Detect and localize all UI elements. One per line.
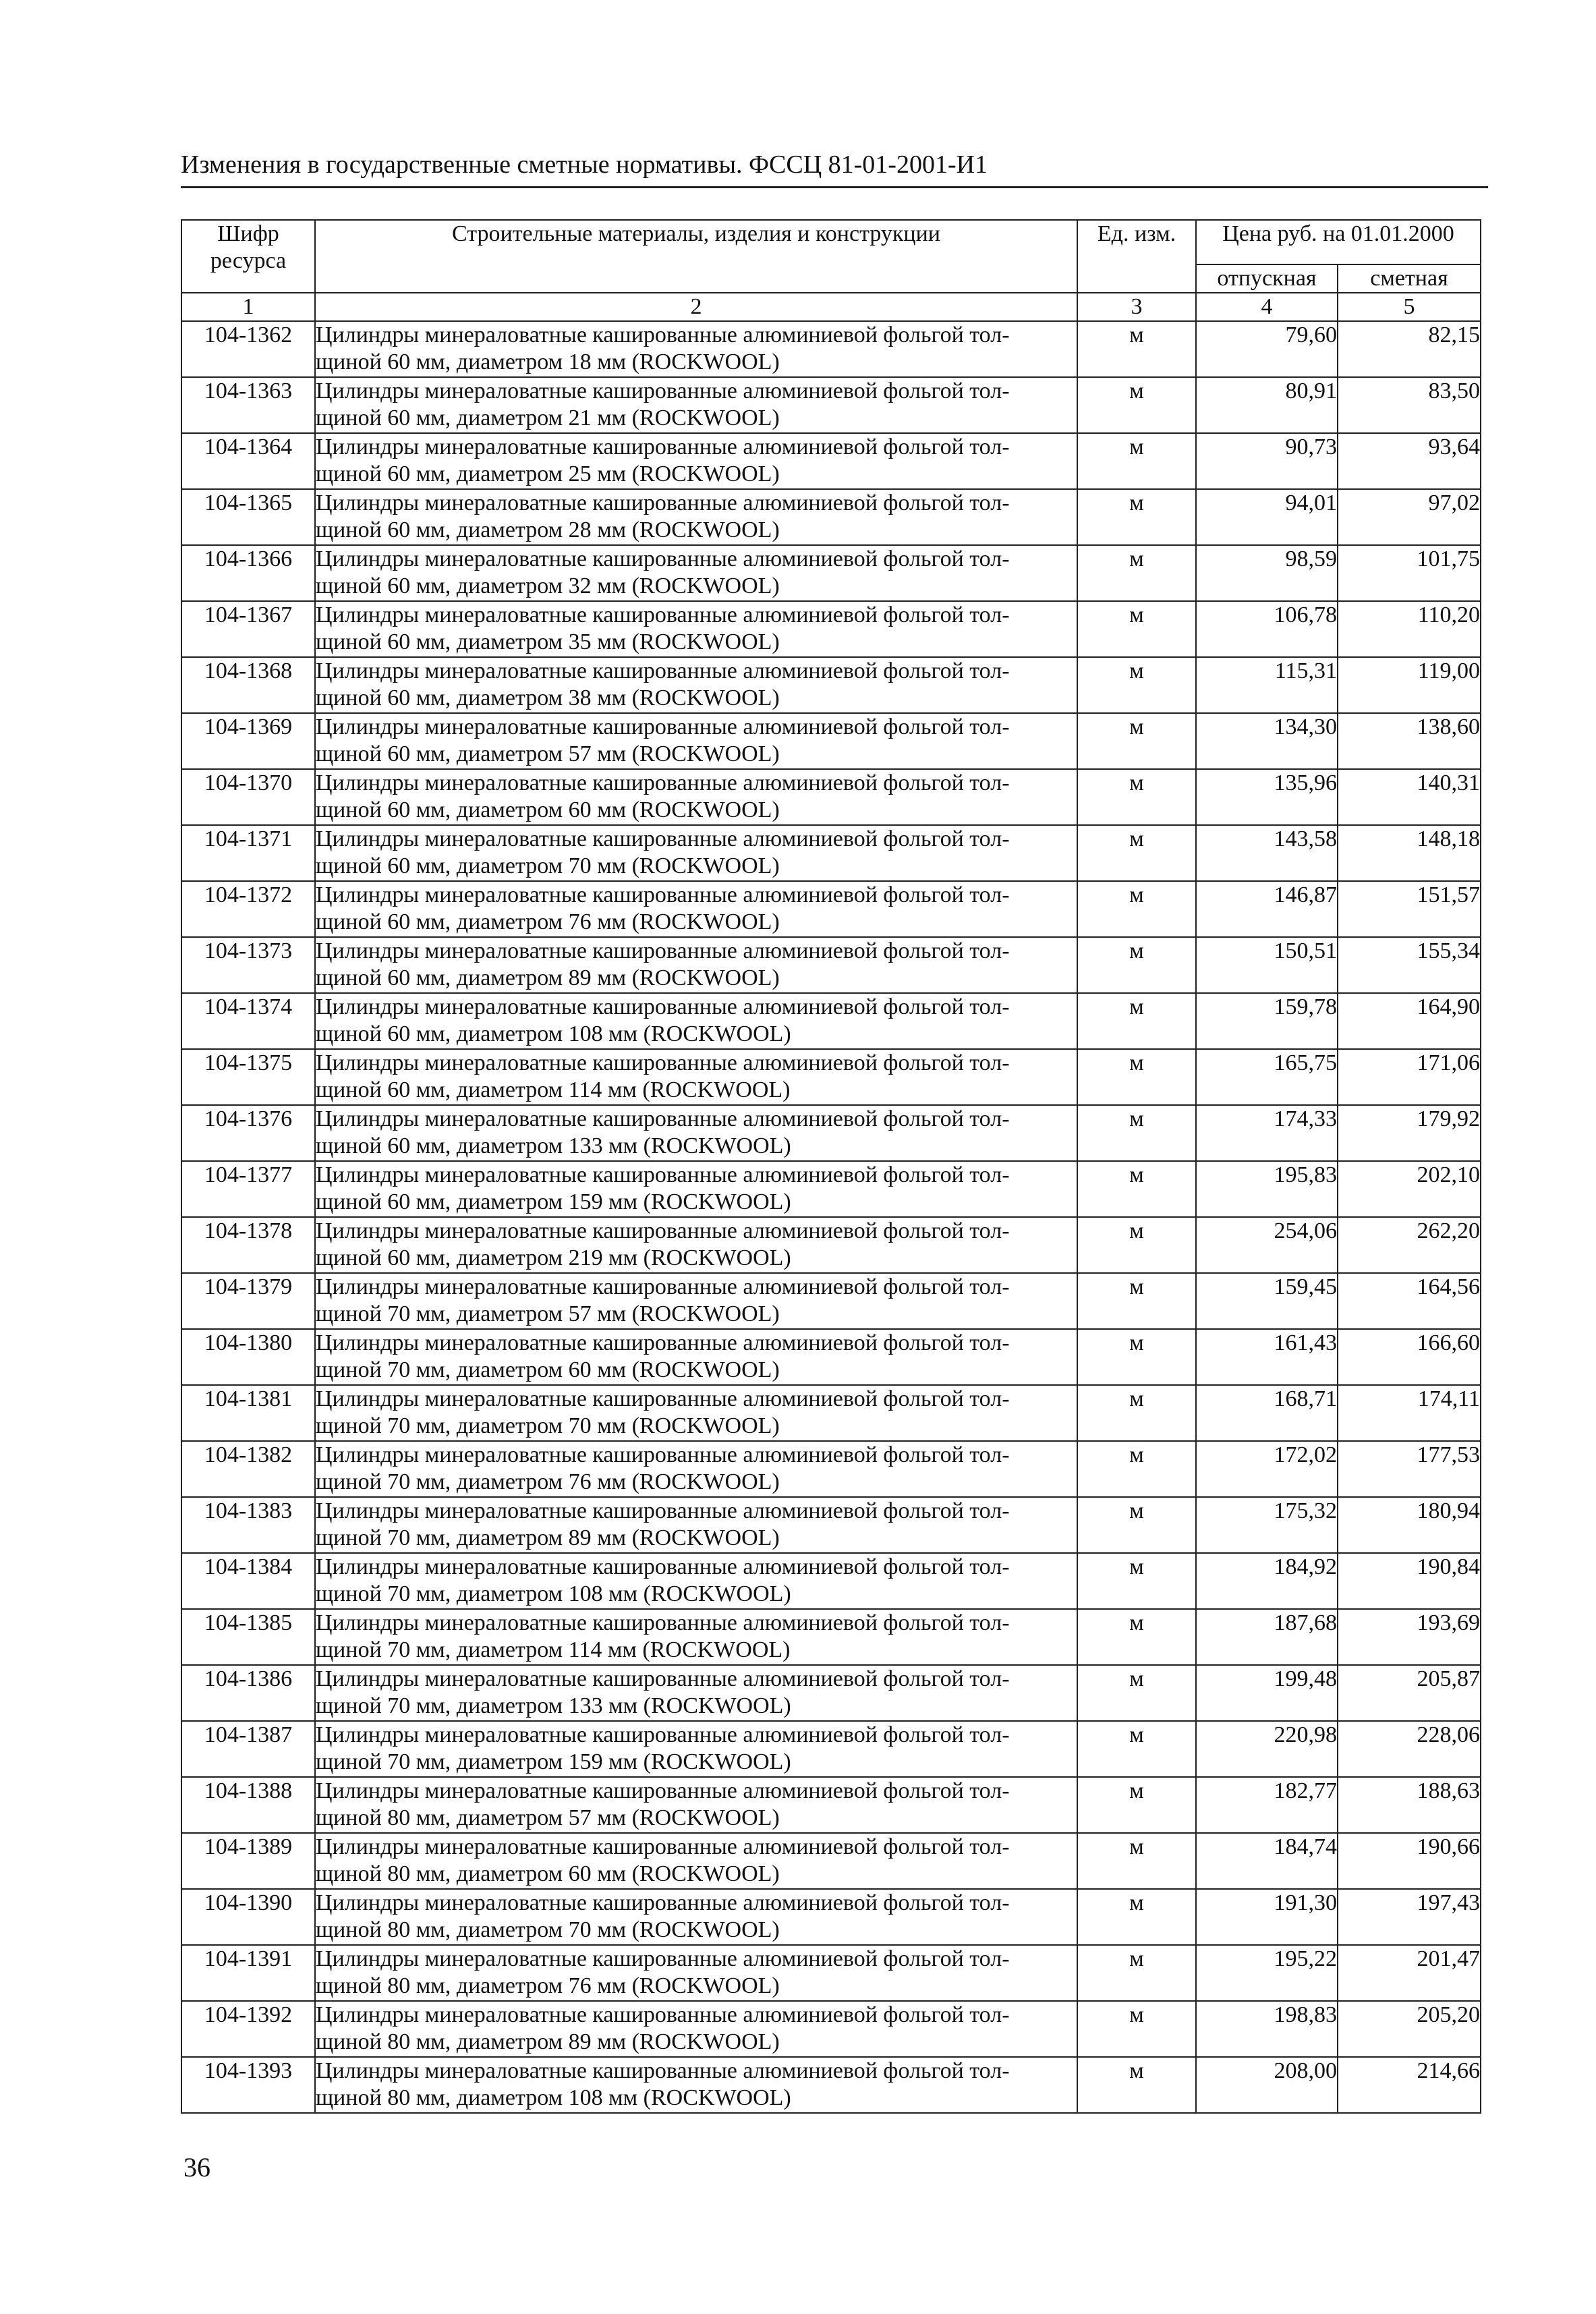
header-price-group: Цена руб. на 01.01.2000: [1196, 220, 1481, 264]
resource-code: 104-1365: [181, 489, 315, 545]
price-release: 184,92: [1196, 1553, 1338, 1609]
price-release: 115,31: [1196, 657, 1338, 713]
table-row: [181, 1049, 1481, 1105]
material-name-line: Цилиндры минераловатные кашированные алюминиевой фольгой тол-: [316, 938, 1010, 963]
resource-code: 104-1389: [181, 1833, 315, 1889]
material-name: [315, 1497, 1077, 1553]
material-name: [315, 601, 1077, 657]
material-name: [315, 1441, 1077, 1497]
resource-code: 104-1388: [181, 1777, 315, 1833]
material-name: [315, 545, 1077, 601]
material-name: [315, 1889, 1077, 1945]
table-row: [181, 1777, 1481, 1833]
resource-code: 104-1383: [181, 1497, 315, 1553]
price-release: 208,00: [1196, 2057, 1338, 2113]
price-release: 98,59: [1196, 545, 1338, 601]
price-estimate: 138,60: [1338, 713, 1481, 769]
material-name-line: щиной 60 мм, диаметром 38 мм (ROCKWOOL): [316, 685, 780, 710]
unit: м: [1077, 377, 1196, 433]
resource-code: 104-1374: [181, 993, 315, 1049]
material-name-line: щиной 70 мм, диаметром 60 мм (ROCKWOOL): [316, 1357, 780, 1382]
price-release: 143,58: [1196, 825, 1338, 881]
column-numbers-row: [181, 293, 1481, 321]
material-name: [315, 489, 1077, 545]
material-name-line: щиной 70 мм, диаметром 108 мм (ROCKWOOL): [316, 1581, 791, 1606]
price-estimate: 119,00: [1338, 657, 1481, 713]
header-name: Строительные материалы, изделия и конструкции: [315, 220, 1077, 293]
resource-code: 104-1392: [181, 2001, 315, 2057]
material-name-line: щиной 70 мм, диаметром 70 мм (ROCKWOOL): [316, 1413, 780, 1438]
table-row: [181, 489, 1481, 545]
header-price-estimate: сметная: [1338, 264, 1481, 293]
price-release: 150,51: [1196, 937, 1338, 993]
resource-code: 104-1386: [181, 1665, 315, 1721]
resource-code: 104-1390: [181, 1889, 315, 1945]
unit: м: [1077, 881, 1196, 937]
material-name-line: Цилиндры минераловатные кашированные алюминиевой фольгой тол-: [316, 826, 1010, 851]
material-name-line: Цилиндры минераловатные кашированные алюминиевой фольгой тол-: [316, 1498, 1010, 1523]
material-name-line: щиной 60 мм, диаметром 108 мм (ROCKWOOL): [316, 1021, 791, 1046]
price-estimate: 101,75: [1338, 545, 1481, 601]
resource-code: 104-1367: [181, 601, 315, 657]
table-row: [181, 377, 1481, 433]
table-row: [181, 1833, 1481, 1889]
resource-code: 104-1391: [181, 1945, 315, 2001]
unit: м: [1077, 1833, 1196, 1889]
material-name-line: щиной 60 мм, диаметром 25 мм (ROCKWOOL): [316, 461, 780, 486]
price-estimate: 110,20: [1338, 601, 1481, 657]
price-estimate: 197,43: [1338, 1889, 1481, 1945]
price-release: 195,22: [1196, 1945, 1338, 2001]
material-name-line: щиной 60 мм, диаметром 114 мм (ROCKWOOL): [316, 1077, 791, 1102]
material-name-line: щиной 70 мм, диаметром 114 мм (ROCKWOOL): [316, 1637, 791, 1662]
material-name-line: Цилиндры минераловатные кашированные алюминиевой фольгой тол-: [316, 1218, 1010, 1243]
price-release: 165,75: [1196, 1049, 1338, 1105]
price-release: 198,83: [1196, 2001, 1338, 2057]
table-row: [181, 825, 1481, 881]
resource-code: 104-1382: [181, 1441, 315, 1497]
price-estimate: 202,10: [1338, 1161, 1481, 1217]
table-row: [181, 545, 1481, 601]
resource-code: 104-1377: [181, 1161, 315, 1217]
price-estimate: 97,02: [1338, 489, 1481, 545]
unit: м: [1077, 1441, 1196, 1497]
column-number: 3: [1077, 293, 1196, 321]
price-release: 135,96: [1196, 769, 1338, 825]
price-release: 172,02: [1196, 1441, 1338, 1497]
table-row: [181, 937, 1481, 993]
material-name-line: щиной 80 мм, диаметром 70 мм (ROCKWOOL): [316, 1917, 780, 1942]
unit: м: [1077, 1665, 1196, 1721]
price-estimate: 174,11: [1338, 1385, 1481, 1441]
unit: м: [1077, 1049, 1196, 1105]
material-name-line: Цилиндры минераловатные кашированные алюминиевой фольгой тол-: [316, 770, 1010, 795]
resource-code: 104-1366: [181, 545, 315, 601]
resource-code: 104-1368: [181, 657, 315, 713]
price-estimate: 262,20: [1338, 1217, 1481, 1273]
price-estimate: 193,69: [1338, 1609, 1481, 1665]
price-estimate: 166,60: [1338, 1329, 1481, 1385]
price-release: 182,77: [1196, 1777, 1338, 1833]
material-name-line: щиной 80 мм, диаметром 108 мм (ROCKWOOL): [316, 2085, 791, 2110]
material-name: [315, 1217, 1077, 1273]
price-estimate: 190,66: [1338, 1833, 1481, 1889]
price-release: 159,45: [1196, 1273, 1338, 1329]
material-name-line: Цилиндры минераловатные кашированные алюминиевой фольгой тол-: [316, 1050, 1010, 1075]
price-release: 90,73: [1196, 433, 1338, 489]
unit: м: [1077, 1889, 1196, 1945]
price-release: 159,78: [1196, 993, 1338, 1049]
price-estimate: 205,20: [1338, 2001, 1481, 2057]
table-row: [181, 1609, 1481, 1665]
price-estimate: 140,31: [1338, 769, 1481, 825]
material-name-line: Цилиндры минераловатные кашированные алюминиевой фольгой тол-: [316, 1778, 1010, 1803]
unit: м: [1077, 1329, 1196, 1385]
price-estimate: 190,84: [1338, 1553, 1481, 1609]
price-estimate: 83,50: [1338, 377, 1481, 433]
table-row: [181, 1329, 1481, 1385]
header-rule: [181, 186, 1488, 188]
price-estimate: 180,94: [1338, 1497, 1481, 1553]
price-release: 79,60: [1196, 321, 1338, 377]
unit: м: [1077, 1105, 1196, 1161]
unit: м: [1077, 1553, 1196, 1609]
material-name: [315, 1721, 1077, 1777]
price-release: 220,98: [1196, 1721, 1338, 1777]
price-estimate: 228,06: [1338, 1721, 1481, 1777]
resource-code: 104-1387: [181, 1721, 315, 1777]
table-row: [181, 321, 1481, 377]
table-row: [181, 2001, 1481, 2057]
material-name-line: щиной 60 мм, диаметром 21 мм (ROCKWOOL): [316, 405, 780, 430]
price-estimate: 82,15: [1338, 321, 1481, 377]
material-name-line: щиной 80 мм, диаметром 57 мм (ROCKWOOL): [316, 1805, 780, 1830]
price-estimate: 214,66: [1338, 2057, 1481, 2113]
material-name-line: Цилиндры минераловатные кашированные алюминиевой фольгой тол-: [316, 490, 1010, 515]
resource-code: 104-1369: [181, 713, 315, 769]
price-estimate: 164,90: [1338, 993, 1481, 1049]
material-name: [315, 713, 1077, 769]
material-name-line: Цилиндры минераловатные кашированные алюминиевой фольгой тол-: [316, 714, 1010, 739]
price-table: [181, 219, 1481, 2114]
material-name: [315, 993, 1077, 1049]
unit: м: [1077, 769, 1196, 825]
material-name-line: щиной 60 мм, диаметром 57 мм (ROCKWOOL): [316, 741, 780, 766]
table-row: [181, 1105, 1481, 1161]
material-name: [315, 1329, 1077, 1385]
price-release: 175,32: [1196, 1497, 1338, 1553]
table-row: [181, 657, 1481, 713]
material-name: [315, 1945, 1077, 2001]
resource-code: 104-1372: [181, 881, 315, 937]
unit: м: [1077, 1273, 1196, 1329]
price-estimate: 93,64: [1338, 433, 1481, 489]
material-name-line: Цилиндры минераловатные кашированные алюминиевой фольгой тол-: [316, 378, 1010, 403]
page-header: Изменения в государственные сметные нормативы. ФССЦ 81-01-2001-И1: [181, 150, 988, 179]
price-release: 106,78: [1196, 601, 1338, 657]
column-number: 1: [181, 293, 315, 321]
material-name-line: щиной 70 мм, диаметром 57 мм (ROCKWOOL): [316, 1301, 780, 1326]
material-name-line: Цилиндры минераловатные кашированные алюминиевой фольгой тол-: [316, 882, 1010, 907]
material-name: [315, 1105, 1077, 1161]
unit: м: [1077, 1777, 1196, 1833]
unit: м: [1077, 993, 1196, 1049]
material-name-line: Цилиндры минераловатные кашированные алюминиевой фольгой тол-: [316, 322, 1010, 347]
material-name-line: Цилиндры минераловатные кашированные алюминиевой фольгой тол-: [316, 1554, 1010, 1579]
material-name: [315, 1553, 1077, 1609]
header-price-release: отпускная: [1196, 264, 1338, 293]
material-name: [315, 1665, 1077, 1721]
resource-code: 104-1376: [181, 1105, 315, 1161]
material-name-line: Цилиндры минераловатные кашированные алюминиевой фольгой тол-: [316, 1610, 1010, 1635]
material-name-line: Цилиндры минераловатные кашированные алюминиевой фольгой тол-: [316, 1386, 1010, 1411]
column-number: 5: [1338, 293, 1481, 321]
unit: м: [1077, 1497, 1196, 1553]
resource-code: 104-1378: [181, 1217, 315, 1273]
table-row: [181, 713, 1481, 769]
material-name-line: Цилиндры минераловатные кашированные алюминиевой фольгой тол-: [316, 994, 1010, 1019]
page-number: 36: [183, 2152, 210, 2182]
resource-code: 104-1373: [181, 937, 315, 993]
resource-code: 104-1370: [181, 769, 315, 825]
resource-code: 104-1362: [181, 321, 315, 377]
column-number: 4: [1196, 293, 1338, 321]
material-name-line: Цилиндры минераловатные кашированные алюминиевой фольгой тол-: [316, 1666, 1010, 1691]
material-name-line: щиной 60 мм, диаметром 70 мм (ROCKWOOL): [316, 853, 780, 878]
price-release: 187,68: [1196, 1609, 1338, 1665]
unit: м: [1077, 1161, 1196, 1217]
resource-code: 104-1393: [181, 2057, 315, 2113]
material-name: [315, 769, 1077, 825]
table-row: [181, 769, 1481, 825]
material-name: [315, 1609, 1077, 1665]
material-name-line: Цилиндры минераловатные кашированные алюминиевой фольгой тол-: [316, 1330, 1010, 1355]
price-estimate: 179,92: [1338, 1105, 1481, 1161]
material-name: [315, 1777, 1077, 1833]
unit: м: [1077, 545, 1196, 601]
unit: м: [1077, 713, 1196, 769]
unit: м: [1077, 2057, 1196, 2113]
price-estimate: 205,87: [1338, 1665, 1481, 1721]
material-name: [315, 433, 1077, 489]
price-release: 94,01: [1196, 489, 1338, 545]
price-estimate: 155,34: [1338, 937, 1481, 993]
resource-code: 104-1380: [181, 1329, 315, 1385]
material-name: [315, 1385, 1077, 1441]
table-row: [181, 1161, 1481, 1217]
resource-code: 104-1363: [181, 377, 315, 433]
table-row: [181, 1553, 1481, 1609]
material-name-line: Цилиндры минераловатные кашированные алюминиевой фольгой тол-: [316, 1890, 1010, 1915]
price-release: 174,33: [1196, 1105, 1338, 1161]
column-number: 2: [315, 293, 1077, 321]
price-estimate: 188,63: [1338, 1777, 1481, 1833]
material-name-line: Цилиндры минераловатные кашированные алюминиевой фольгой тол-: [316, 1162, 1010, 1187]
price-release: 254,06: [1196, 1217, 1338, 1273]
material-name-line: щиной 60 мм, диаметром 32 мм (ROCKWOOL): [316, 573, 780, 598]
unit: м: [1077, 1721, 1196, 1777]
material-name: [315, 1273, 1077, 1329]
resource-code: 104-1371: [181, 825, 315, 881]
material-name-line: Цилиндры минераловатные кашированные алюминиевой фольгой тол-: [316, 546, 1010, 571]
unit: м: [1077, 2001, 1196, 2057]
table-row: [181, 433, 1481, 489]
material-name-line: щиной 60 мм, диаметром 159 мм (ROCKWOOL): [316, 1189, 791, 1214]
price-estimate: 171,06: [1338, 1049, 1481, 1105]
table-row: [181, 1217, 1481, 1273]
material-name-line: щиной 60 мм, диаметром 76 мм (ROCKWOOL): [316, 909, 780, 934]
material-name: [315, 377, 1077, 433]
material-name-line: щиной 60 мм, диаметром 133 мм (ROCKWOOL): [316, 1133, 791, 1158]
resource-code: 104-1375: [181, 1049, 315, 1105]
unit: м: [1077, 321, 1196, 377]
material-name-line: щиной 80 мм, диаметром 89 мм (ROCKWOOL): [316, 2029, 780, 2054]
material-name-line: щиной 70 мм, диаметром 159 мм (ROCKWOOL): [316, 1749, 791, 1774]
material-name: [315, 825, 1077, 881]
material-name: [315, 321, 1077, 377]
unit: м: [1077, 1385, 1196, 1441]
material-name-line: щиной 80 мм, диаметром 60 мм (ROCKWOOL): [316, 1861, 780, 1886]
material-name-line: щиной 60 мм, диаметром 35 мм (ROCKWOOL): [316, 629, 780, 654]
unit: м: [1077, 1945, 1196, 2001]
price-release: 134,30: [1196, 713, 1338, 769]
material-name-line: щиной 80 мм, диаметром 76 мм (ROCKWOOL): [316, 1973, 780, 1998]
price-estimate: 164,56: [1338, 1273, 1481, 1329]
material-name-line: щиной 60 мм, диаметром 28 мм (ROCKWOOL): [316, 517, 780, 542]
material-name: [315, 657, 1077, 713]
material-name-line: щиной 60 мм, диаметром 219 мм (ROCKWOOL): [316, 1245, 791, 1270]
price-release: 146,87: [1196, 881, 1338, 937]
material-name: [315, 881, 1077, 937]
material-name-line: Цилиндры минераловатные кашированные алюминиевой фольгой тол-: [316, 2002, 1010, 2027]
unit: м: [1077, 1609, 1196, 1665]
price-release: 168,71: [1196, 1385, 1338, 1441]
material-name-line: Цилиндры минераловатные кашированные алюминиевой фольгой тол-: [316, 1946, 1010, 1971]
material-name-line: Цилиндры минераловатные кашированные алюминиевой фольгой тол-: [316, 1274, 1010, 1299]
price-release: 161,43: [1196, 1329, 1338, 1385]
material-name-line: Цилиндры минераловатные кашированные алюминиевой фольгой тол-: [316, 1106, 1010, 1131]
price-release: 184,74: [1196, 1833, 1338, 1889]
table-row: [181, 1441, 1481, 1497]
resource-code: 104-1385: [181, 1609, 315, 1665]
resource-code: 104-1381: [181, 1385, 315, 1441]
price-estimate: 148,18: [1338, 825, 1481, 881]
table-row: [181, 1665, 1481, 1721]
table-row: [181, 1385, 1481, 1441]
table-row: [181, 1721, 1481, 1777]
price-release: 80,91: [1196, 377, 1338, 433]
material-name-line: щиной 60 мм, диаметром 60 мм (ROCKWOOL): [316, 797, 780, 822]
header-code: Шифр ресурса: [181, 220, 315, 293]
material-name: [315, 1833, 1077, 1889]
material-name-line: Цилиндры минераловатные кашированные алюминиевой фольгой тол-: [316, 658, 1010, 683]
table-row: [181, 993, 1481, 1049]
resource-code: 104-1364: [181, 433, 315, 489]
table-row: [181, 2057, 1481, 2113]
material-name-line: Цилиндры минераловатные кашированные алюминиевой фольгой тол-: [316, 1722, 1010, 1747]
resource-code: 104-1384: [181, 1553, 315, 1609]
material-name-line: щиной 70 мм, диаметром 76 мм (ROCKWOOL): [316, 1469, 780, 1494]
material-name: [315, 937, 1077, 993]
table-row: [181, 1889, 1481, 1945]
material-name-line: щиной 60 мм, диаметром 18 мм (ROCKWOOL): [316, 349, 780, 374]
unit: м: [1077, 601, 1196, 657]
material-name: [315, 2057, 1077, 2113]
header-unit: Ед. изм.: [1077, 220, 1196, 293]
price-estimate: 151,57: [1338, 881, 1481, 937]
material-name-line: Цилиндры минераловатные кашированные алюминиевой фольгой тол-: [316, 2058, 1010, 2083]
unit: м: [1077, 489, 1196, 545]
material-name: [315, 1049, 1077, 1105]
table-row: [181, 601, 1481, 657]
material-name-line: Цилиндры минераловатные кашированные алюминиевой фольгой тол-: [316, 1834, 1010, 1859]
resource-code: 104-1379: [181, 1273, 315, 1329]
material-name-line: Цилиндры минераловатные кашированные алюминиевой фольгой тол-: [316, 602, 1010, 627]
unit: м: [1077, 1217, 1196, 1273]
unit: м: [1077, 657, 1196, 713]
unit: м: [1077, 433, 1196, 489]
price-release: 195,83: [1196, 1161, 1338, 1217]
material-name-line: щиной 70 мм, диаметром 89 мм (ROCKWOOL): [316, 1525, 780, 1550]
table-row: [181, 881, 1481, 937]
price-release: 199,48: [1196, 1665, 1338, 1721]
material-name-line: Цилиндры минераловатные кашированные алюминиевой фольгой тол-: [316, 434, 1010, 459]
table-row: [181, 1945, 1481, 2001]
unit: м: [1077, 937, 1196, 993]
price-release: 191,30: [1196, 1889, 1338, 1945]
price-estimate: 177,53: [1338, 1441, 1481, 1497]
price-estimate: 201,47: [1338, 1945, 1481, 2001]
table-row: [181, 1273, 1481, 1329]
material-name-line: щиной 70 мм, диаметром 133 мм (ROCKWOOL): [316, 1693, 791, 1718]
material-name-line: щиной 60 мм, диаметром 89 мм (ROCKWOOL): [316, 965, 780, 990]
unit: м: [1077, 825, 1196, 881]
table-row: [181, 1497, 1481, 1553]
material-name-line: Цилиндры минераловатные кашированные алюминиевой фольгой тол-: [316, 1442, 1010, 1467]
material-name: [315, 1161, 1077, 1217]
material-name: [315, 2001, 1077, 2057]
